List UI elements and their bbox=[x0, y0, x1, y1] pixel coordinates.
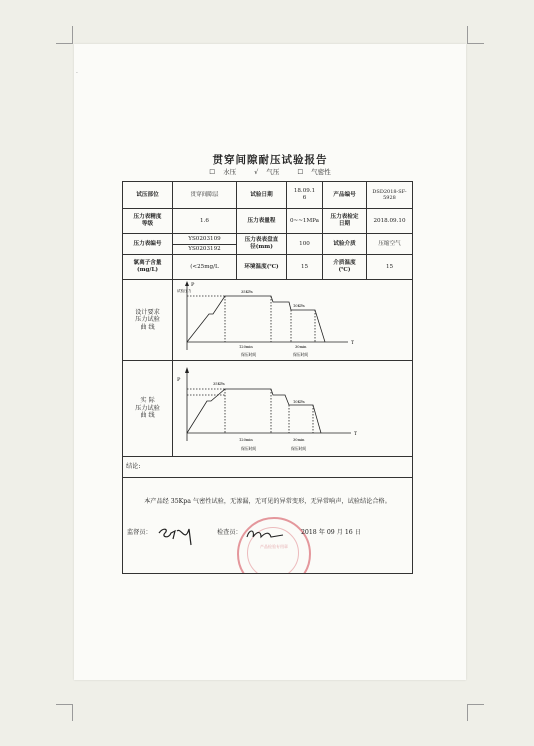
medium-value: 压缩空气 bbox=[367, 234, 413, 255]
gauge-accuracy-value: 1.6 bbox=[173, 209, 237, 234]
chloride-label: 氯离子含量(mg/L) bbox=[123, 255, 173, 280]
test-type-options bbox=[74, 167, 466, 176]
crop-mark-tl-h bbox=[56, 43, 73, 44]
design-hold2-caption: 保压时间 bbox=[293, 352, 309, 357]
design-hold-label: 10KPa bbox=[293, 304, 305, 308]
gauge-accuracy-label: 压力表精度等级 bbox=[123, 209, 173, 234]
actual-peak-label: 35KPa bbox=[213, 382, 225, 386]
env-temp-value: 15 bbox=[287, 255, 323, 280]
test-date-label: 试验日期 bbox=[237, 182, 287, 209]
scan-speck: · bbox=[76, 70, 78, 77]
report-sheet bbox=[74, 44, 466, 680]
actual-hold2-caption: 保压时间 bbox=[291, 446, 307, 451]
gauge-range-value: 0~~1MPa bbox=[287, 209, 323, 234]
medium-temp-value: 15 bbox=[367, 255, 413, 280]
env-temp-label: 环境温度(℃) bbox=[237, 255, 287, 280]
actual-pressure-curve bbox=[173, 361, 413, 456]
test-part-value: 贯穿间隙层 bbox=[173, 182, 237, 209]
crop-mark-br-v bbox=[467, 704, 468, 721]
crop-mark-bl-v bbox=[72, 704, 73, 721]
checker-label: 检查员： bbox=[217, 528, 242, 536]
inspector-signature bbox=[155, 521, 203, 547]
design-peak-label: 35KPa bbox=[241, 290, 253, 294]
crop-mark-bl-h bbox=[56, 704, 73, 705]
actual-curve-line bbox=[187, 389, 321, 433]
report-table bbox=[122, 181, 413, 574]
design-hold1-caption: 保压时间 bbox=[241, 352, 257, 357]
design-curve-label: 设计要求 压力试验 曲 线 bbox=[123, 280, 173, 361]
actual-curve-cell bbox=[173, 361, 413, 457]
product-no-label: 产品编号 bbox=[323, 182, 367, 209]
sign-date: 2018 年 09 月 16 日 bbox=[301, 528, 361, 536]
test-part-label: 试压部位 bbox=[123, 182, 173, 209]
test-type-air: √ 气压 bbox=[254, 168, 280, 176]
test-date-value: 18.09.16 bbox=[287, 182, 323, 209]
design-hold1-time: 120min bbox=[239, 345, 253, 349]
conclusion-text: 本产品经 35Kpa 气密性试验，无渗漏，无可见的异常变形，无异常响声，试验结论合格。 bbox=[144, 498, 391, 505]
actual-hold2-time: 30min bbox=[293, 438, 305, 442]
gauge-verify-label: 压力表检定日期 bbox=[323, 209, 367, 234]
design-hold2-time: 30min bbox=[295, 345, 307, 349]
design-curve-line bbox=[187, 296, 325, 342]
crop-mark-br-h bbox=[467, 704, 484, 705]
design-curve-cell bbox=[173, 280, 413, 361]
actual-hold-label: 10KPa bbox=[293, 400, 305, 404]
gauge-verify-value: 2018.09.10 bbox=[367, 209, 413, 234]
medium-temp-label: 介质温度(℃) bbox=[323, 255, 367, 280]
gauge-range-label: 压力表量程 bbox=[237, 209, 287, 234]
crop-mark-tr-h bbox=[467, 43, 484, 44]
medium-label: 试验介质 bbox=[323, 234, 367, 255]
gauge-no-1: YS0203109 bbox=[173, 235, 236, 245]
design-test-pressure: 试验压力 bbox=[177, 289, 192, 293]
gauge-diameter-label: 压力表表盘直径(mm) bbox=[237, 234, 287, 255]
chloride-value: (<25mg/L bbox=[173, 255, 237, 280]
actual-hold1-time: 120min bbox=[239, 438, 253, 442]
design-p-arrow bbox=[185, 281, 189, 286]
crop-mark-tl-v bbox=[72, 26, 73, 43]
actual-curve-label: 实 际 压力试验 曲 线 bbox=[123, 361, 173, 457]
product-no-value: DSD2018-SF-5928 bbox=[367, 182, 413, 209]
report-title: 贯穿间隙耐压试验报告 bbox=[212, 154, 328, 166]
inspection-stamp: 产品检验专用章 bbox=[237, 517, 311, 574]
test-type-airtight: ☐ 气密性 bbox=[297, 168, 331, 176]
actual-hold1-caption: 保压时间 bbox=[241, 446, 257, 451]
signature-row bbox=[123, 521, 412, 561]
test-type-water: ☐ 水压 bbox=[209, 168, 237, 176]
inspector-label: 监督员： bbox=[127, 528, 152, 536]
design-p-letter: P bbox=[191, 282, 195, 288]
design-pressure-curve bbox=[173, 280, 413, 360]
checker-signature bbox=[243, 523, 287, 545]
gauge-no-label: 压力表编号 bbox=[123, 234, 173, 255]
gauge-diameter-value: 100 bbox=[287, 234, 323, 255]
actual-t-letter: T bbox=[354, 432, 358, 437]
conclusion-body-cell bbox=[123, 478, 413, 574]
conclusion-label: 结论: bbox=[126, 463, 141, 471]
design-t-letter: T bbox=[351, 341, 355, 346]
gauge-no-2: YS0203192 bbox=[188, 245, 221, 252]
actual-p-letter: P bbox=[177, 377, 181, 383]
crop-mark-tr-v bbox=[467, 26, 468, 43]
gauge-no-values bbox=[173, 234, 237, 255]
actual-p-arrow bbox=[185, 367, 189, 373]
conclusion-label-cell bbox=[123, 457, 413, 478]
